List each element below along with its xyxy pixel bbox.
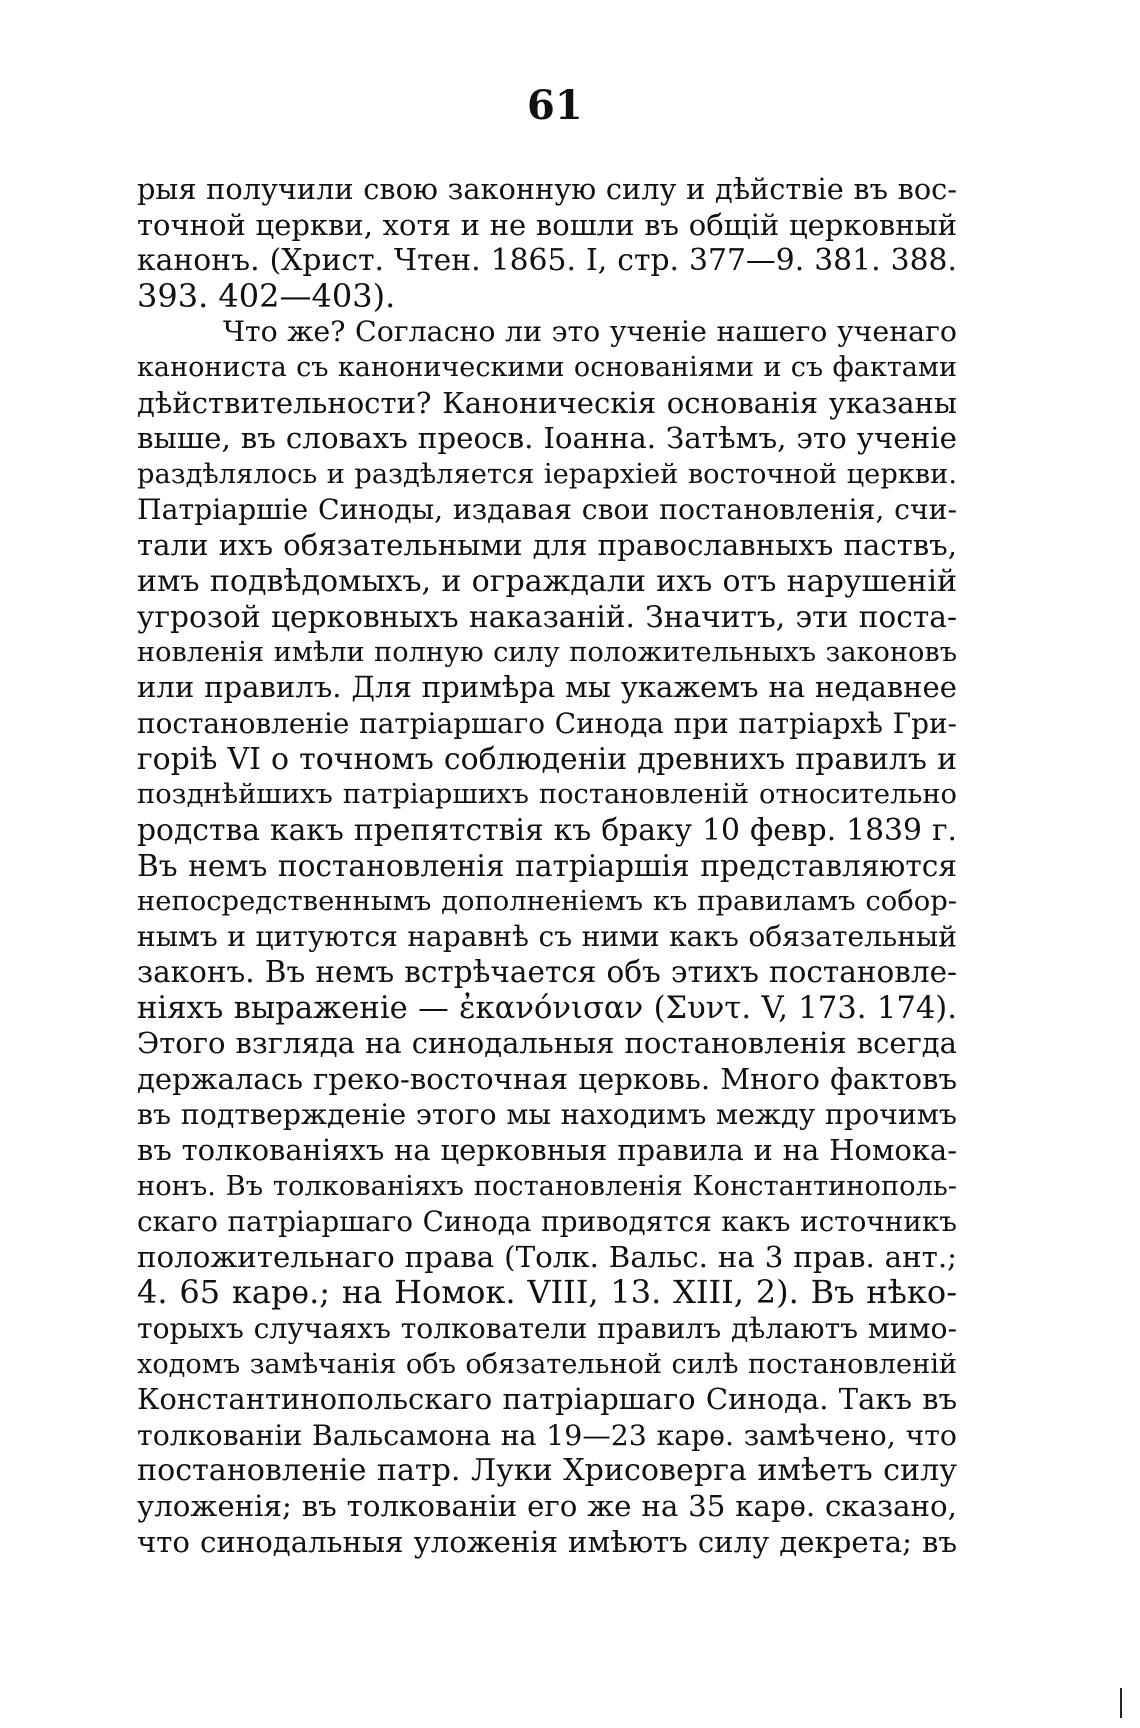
- text-line: раздѣлялось и раздѣляется іерархіей восточной церкви.: [137, 458, 957, 490]
- text-line: рыя получили свою законную силу и дѣйствіе въ вос-: [137, 172, 957, 206]
- text-line: толкованіи Вальсамона на 19—23 карѳ. замѣчено, что: [137, 1418, 957, 1452]
- text-line: или правилъ. Для примѣра мы укажемъ на недавнее: [137, 670, 957, 705]
- text-line: выше, въ словахъ преосв. Іоанна. Затѣмъ, это ученіе: [137, 421, 957, 456]
- body-text: [137, 172, 957, 1560]
- text-line: 393. 402—403).: [137, 276, 396, 315]
- text-line-paragraph-start: Что же? Согласно ли это ученіе нашего ученаго: [223, 315, 957, 349]
- text-line: Въ немъ постановленія патріаршія представляются: [137, 848, 957, 884]
- text-line: ніяхъ выраженіе — ἐκανόνισαν (Συντ. V, 173. 174).: [137, 990, 957, 1026]
- text-line: законъ. Въ немъ встрѣчается объ этихъ постановле-: [137, 955, 957, 990]
- text-line: дѣйствительности? Каноническія основанія указаны: [137, 385, 957, 420]
- text-line: держалась греко-восточная церковь. Много фактовъ: [137, 1061, 957, 1096]
- text-line: тали ихъ обязательными для православныхъ паствъ,: [137, 527, 957, 562]
- text-line: точной церкви, хотя и не вошли въ общій церковный: [137, 207, 957, 242]
- text-line: уложенія; въ толкованіи его же на 35 карѳ. сказано,: [137, 1488, 957, 1523]
- text-line: Этого взгляда на синодальныя постановленія всегда: [137, 1026, 957, 1061]
- text-line: постановленіе патріаршаго Синода при патріархѣ Гри-: [137, 706, 957, 740]
- text-line: позднѣйшихъ патріаршихъ постановленій относительно: [137, 779, 957, 811]
- text-line: нонъ. Въ толкованіяхъ постановленія Константинополь-: [137, 1170, 957, 1202]
- text-line: положительнаго права (Толк. Вальс. на 3 прав. ант.;: [137, 1239, 957, 1274]
- text-line: нымъ и цитуются наравнѣ съ ними какъ обязательный: [137, 920, 957, 954]
- text-line: что синодальныя уложенія имѣютъ силу декрета; въ: [137, 1524, 957, 1559]
- text-line: Патріаршіе Синоды, издавая свои постановленія, счи-: [137, 493, 957, 527]
- text-line: горіѣ VI о точномъ соблюденіи древнихъ правилъ и: [137, 741, 957, 777]
- text-line: родства какъ препятствія къ браку 10 февр. 1839 г.: [137, 812, 957, 848]
- text-line: Константинопольскаго патріаршаго Синода. Такъ въ: [137, 1382, 957, 1417]
- text-line: въ толкованіяхъ на церковныя правила и на Номока-: [137, 1133, 957, 1168]
- text-line: угрозой церковныхъ наказаній. Значитъ, эти поста-: [137, 599, 957, 635]
- scan-edge-mark: [1120, 1688, 1122, 1718]
- text-line: постановленіе патр. Луки Хрисоверга имѣетъ силу: [137, 1453, 957, 1489]
- text-line: канониста съ каноническими основаніями и съ фактами: [137, 351, 957, 383]
- text-line: имъ подвѣдомыхъ, и ограждали ихъ отъ нарушеній: [137, 563, 957, 599]
- text-line: въ подтвержденіе этого мы находимъ между прочимъ: [137, 1098, 957, 1132]
- text-line: 4. 65 карѳ.; на Номок. VIII, 13. XIII, 2). Въ нѣко-: [137, 1273, 957, 1312]
- text-line: новленія имѣли полную силу положительныхъ законовъ: [137, 636, 957, 668]
- page-number: 61: [527, 82, 583, 129]
- text-line: непосредственнымъ дополненіемъ къ правиламъ собор-: [137, 885, 957, 917]
- text-line: скаго патріаршаго Синода приводятся какъ источникъ: [137, 1205, 957, 1239]
- text-line: канонъ. (Христ. Чтен. 1865. I, стр. 377—9. 381. 388.: [137, 243, 957, 279]
- text-line: ходомъ замѣчанія объ обязательной силѣ постановленій: [137, 1348, 957, 1380]
- text-line: торыхъ случаяхъ толкователи правилъ дѣлаютъ мимо-: [137, 1312, 957, 1345]
